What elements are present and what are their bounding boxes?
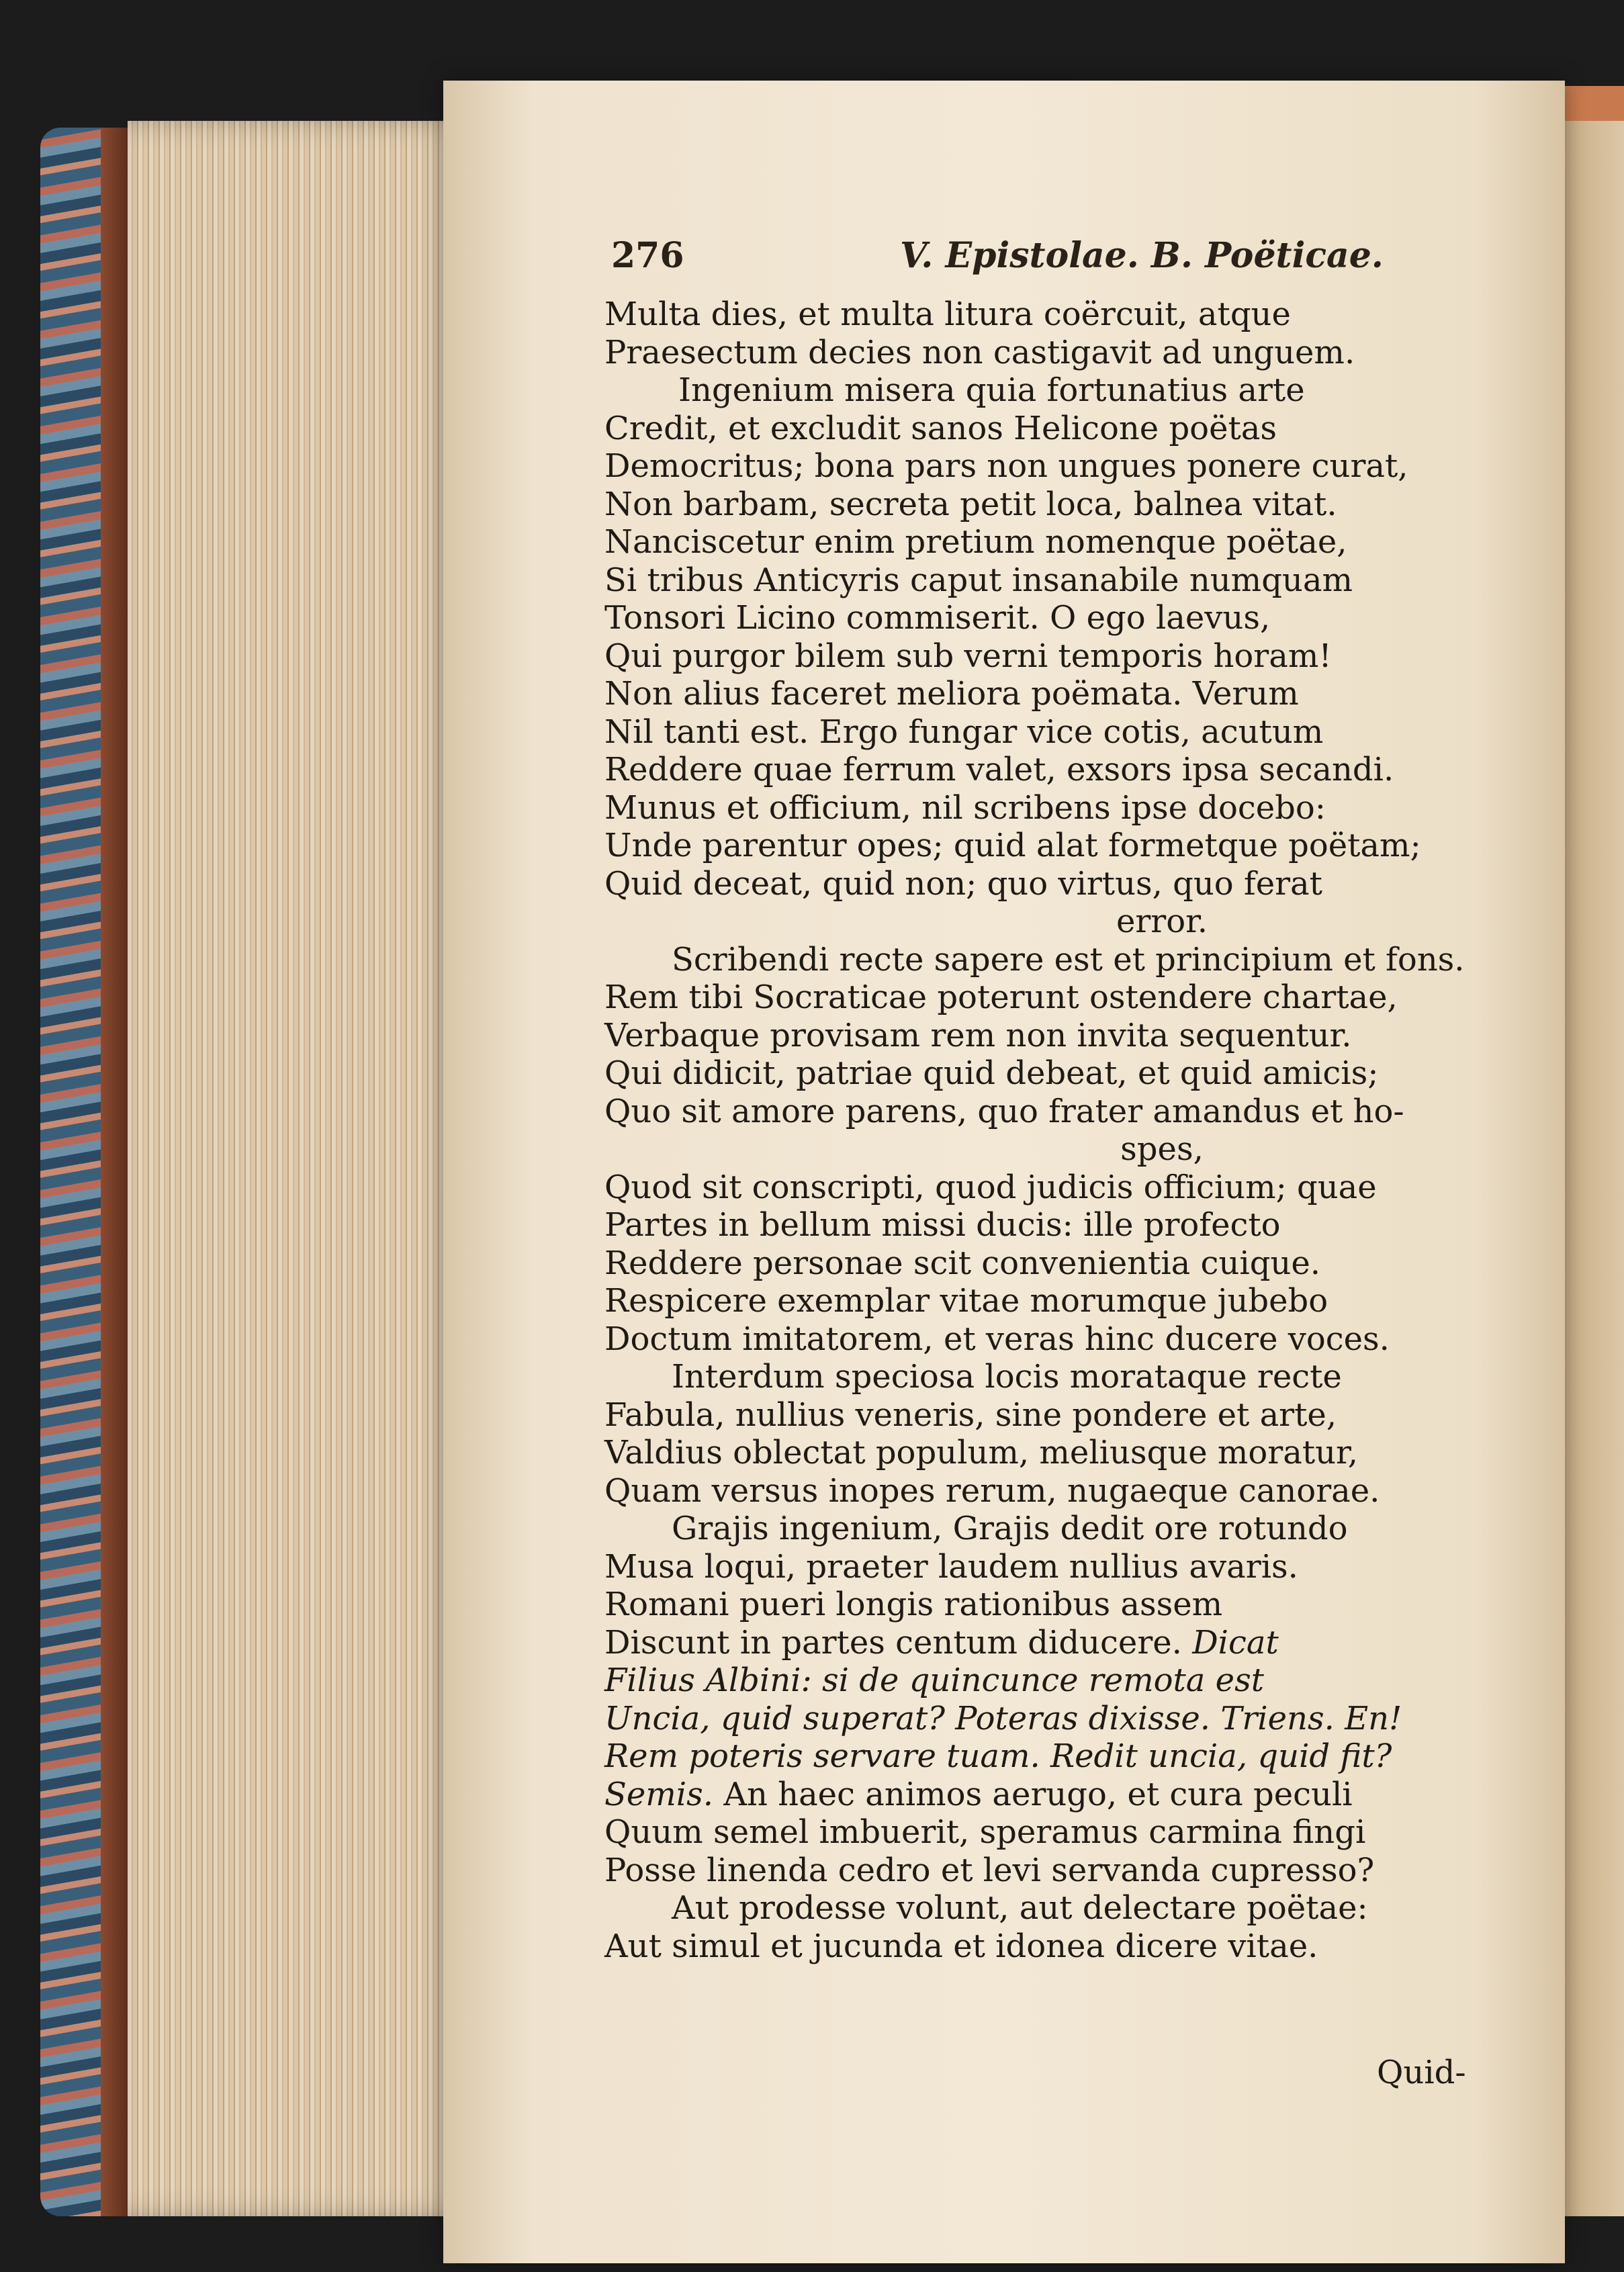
text-line: Interdum speciosa locis morataque recte <box>672 1358 1342 1396</box>
text-line: Partes in bellum missi ducis: ille profecto <box>604 1206 1281 1244</box>
text-line: Munus et officium, nil scribens ipse docebo: <box>604 788 1326 827</box>
text-line: Praesectum decies non castigavit ad unguem. <box>604 333 1355 371</box>
text-line: Scribendi recte sapere est et principium et fons. <box>672 940 1465 979</box>
text-line-continuation: error. <box>1116 903 1208 940</box>
text-line: Rem poteris servare tuam. Redit uncia, quid fit? <box>604 1737 1392 1775</box>
text-line: Fabula, nullius veneris, sine pondere et arte, <box>604 1396 1337 1434</box>
text-line: Democritus; bona pars non ungues ponere curat, <box>604 447 1408 485</box>
book-page <box>443 81 1565 2263</box>
text-line: Qui purgor bilem sub verni temporis horam! <box>604 637 1332 675</box>
text-line: Romani pueri longis rationibus assem <box>604 1586 1223 1623</box>
text-line: Musa loqui, praeter laudem nullius avaris. <box>604 1547 1298 1586</box>
text-line: Ingenium misera quia fortunatius arte <box>678 371 1305 409</box>
page-header <box>611 235 1484 289</box>
text-span-italic: Dicat <box>1192 1623 1279 1662</box>
text-line: Credit, et excludit sanos Helicone poëtas <box>604 409 1277 447</box>
text-line: Quid deceat, quid non; quo virtus, quo ferat <box>604 864 1322 903</box>
text-line: Quod sit conscripti, quod judicis officium; quae <box>604 1168 1377 1206</box>
text-line-continuation: spes, <box>1120 1130 1204 1168</box>
text-span: Discunt in partes centum diducere. <box>604 1623 1182 1662</box>
text-span: An haec animos aerugo, et cura peculi <box>723 1775 1353 1813</box>
text-line: Nanciscetur enim pretium nomenque poëtae, <box>604 523 1347 561</box>
text-line: Posse linenda cedro et levi servanda cupresso? <box>604 1851 1375 1889</box>
cover-edge <box>101 128 128 2216</box>
text-line: Respicere exemplar vitae morumque jubebo <box>604 1282 1328 1320</box>
page-number: 276 <box>611 235 684 276</box>
text-line: Aut simul et jucunda et idonea dicere vitae. <box>604 1927 1318 1965</box>
text-span-italic: Semis. <box>604 1775 714 1813</box>
text-line: Qui didicit, patriae quid debeat, et quid amicis; <box>604 1054 1379 1092</box>
text-line: Verbaque provisam rem non invita sequentur. <box>604 1016 1352 1054</box>
text-line: Grajis ingenium, Grajis dedit ore rotundo <box>672 1510 1348 1547</box>
text-line: Quum semel imbuerit, speramus carmina fingi <box>604 1813 1366 1851</box>
marbled-cover <box>40 128 101 2216</box>
page-stack <box>128 121 470 2216</box>
text-line: Tonsori Licino commiserit. O ego laevus, <box>604 599 1271 637</box>
poem-text <box>604 296 1545 1965</box>
running-head: V. Epistolae. B. Poëticae. <box>900 235 1384 276</box>
book <box>40 81 1624 2272</box>
text-line: Aut prodesse volunt, aut delectare poëtae: <box>672 1889 1368 1927</box>
text-line: Non alius faceret meliora poëmata. Verum <box>604 675 1299 713</box>
text-line: Filius Albini: si de quincunce remota est <box>604 1662 1265 1699</box>
text-line: Reddere personae scit convenientia cuique. <box>604 1244 1321 1282</box>
opposite-page-edge <box>1565 121 1624 2216</box>
text-line: Non barbam, secreta petit loca, balnea vitat. <box>604 485 1337 523</box>
text-line: Valdius oblectat populum, meliusque moratur, <box>604 1434 1358 1471</box>
text-line: Nil tanti est. Ergo fungar vice cotis, acutum <box>604 713 1324 751</box>
text-line: Reddere quae ferrum valet, exsors ipsa secandi. <box>604 751 1394 788</box>
text-line: Multa dies, et multa litura coërcuit, atque <box>604 296 1291 333</box>
text-line-mixed <box>604 1776 1545 1814</box>
text-line: Si tribus Anticyris caput insanabile numquam <box>604 561 1353 599</box>
text-line: Quam versus inopes rerum, nugaeque canorae. <box>604 1471 1380 1510</box>
text-line: Unde parentur opes; quid alat formetque poëtam; <box>604 827 1421 864</box>
text-line-mixed <box>604 1624 1545 1662</box>
text-line: Quo sit amore parens, quo frater amandus et ho- <box>604 1092 1404 1130</box>
text-line: Rem tibi Socraticae poterunt ostendere chartae, <box>604 979 1398 1016</box>
text-line: Uncia, quid superat? Poteras dixisse. Triens. En! <box>604 1699 1402 1737</box>
catchword: Quid- <box>1377 2054 1466 2091</box>
text-line: Doctum imitatorem, et veras hinc ducere voces. <box>604 1320 1390 1358</box>
